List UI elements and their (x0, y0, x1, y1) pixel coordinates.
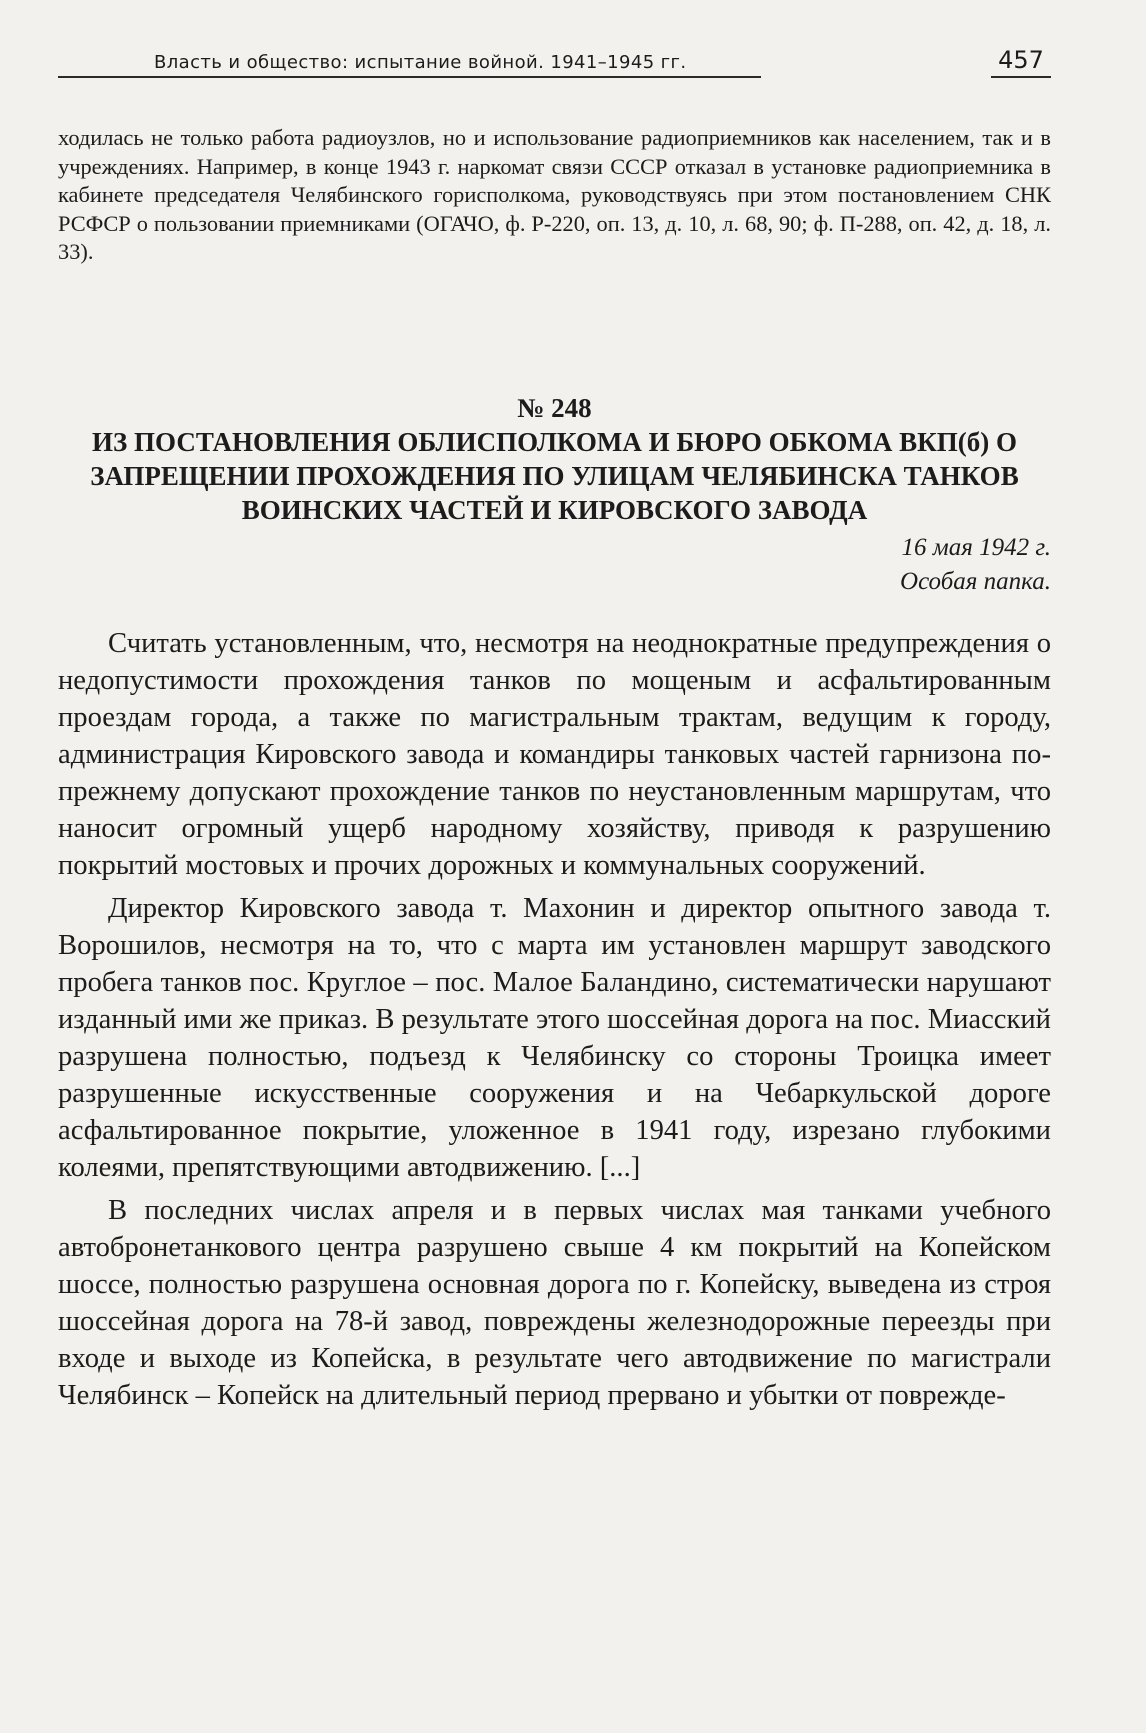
body-paragraph: Директор Кировского завода т. Махонин и директор опытного завода т. Ворошилов, несмотря на то, что с марта им установлен маршрут заводского пробега танков пос. Круглое – пос. Малое Баландино, систематически нарушают изданный ими же приказ. В результате этого шоссейная дорога на пос. Миасский разрушена полностью, подъезд к Челябинску со стороны Троицка имеет разрушенные искусственные сооружения и на Чебаркульской дороге асфальтированное покрытие, уложенное в 1941 году, изрезано глубокими колеями, препятствующими автодвижению. [...] (58, 892, 1051, 1183)
document-title: ИЗ ПОСТАНОВЛЕНИЯ ОБЛИСПОЛКОМА И БЮРО ОБКОМА ВКП(б) О ЗАПРЕЩЕНИИ ПРОХОЖДЕНИЯ ПО УЛИЦАМ ЧЕЛЯБИНСКА ТАНКОВ ВОИНСКИХ ЧАСТЕЙ И КИРОВСКОГО ЗАВОДА (90, 426, 1019, 525)
document-date: 16 мая 1942 г. (901, 533, 1051, 561)
footnote-text: ходилась не только работа радиоузлов, но и использование радиоприемников как населением, так и в учреждениях. Например, в конце 1943 г. наркомат связи СССР отказал в установке радиоприемника в кабинете председателя Челябинского горисполкома, руководствуясь при этом постановлением СНК РСФСР о пользовании приемниками (ОГАЧО, ф. Р-220, оп. 13, д. 10, л. 68, 90; ф. П-288, оп. 42, д. 18, л. 33). (58, 125, 1051, 265)
document-number: № 248 (517, 392, 592, 423)
running-title: Власть и общество: испытание войной. 1941–1945 гг. (58, 52, 761, 78)
document-body (58, 625, 1051, 1414)
body-paragraph: В последних числах апреля и в первых числах мая танками учебного автобронетанкового центра разрушено свыше 4 км покрытий на Копейском шоссе, полностью разрушена основная дорога по г. Копейску, выведена из строя шоссейная дорога на 78-й завод, повреждены железнодорожные переезды при входе и выходе из Копейска, в результате чего автодвижение по магистрали Челябинск – Копейск на длительный период прервано и убытки от поврежде- (58, 1194, 1051, 1411)
running-header (58, 46, 1051, 78)
footnote-continuation (58, 124, 1051, 267)
body-paragraph: Считать установленным, что, несмотря на неоднократные предупреждения о недопустимости прохождения танков по мощеным и асфальтированным проездам города, а также по магистральным трактам, ведущим к городу, администрация Кировского завода и командиры танковых частей гарнизона по-прежнему допускают прохождение танков по неустановленным маршрутам, что наносит огромный ущерб народному хозяйству, приводя к разрушению покрытий мостовых и прочих дорожных и коммунальных сооружений. (58, 627, 1051, 881)
page-number: 457 (991, 46, 1051, 78)
document-note: Особая папка. (900, 567, 1051, 595)
